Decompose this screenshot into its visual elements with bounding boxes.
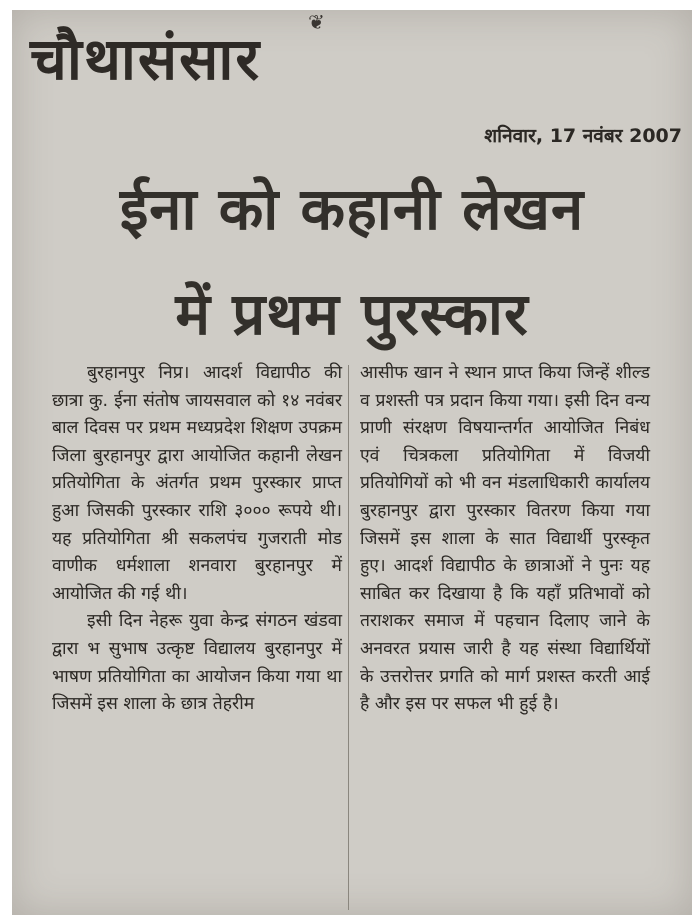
masthead-ornament-icon: ❦ (308, 10, 325, 34)
newspaper-masthead: चौथासंसार (30, 25, 262, 93)
article-paragraph: इसी दिन नेहरू युवा केन्द्र संगठन खंडवा द्वारा भ सुभाष उत्कृष्ट विद्यालय बुरहानपुर में भाषण प्रतियोगिता का आयोजन किया गया था जिसमें इस शाला के छात्र तेहरीम (52, 611, 342, 715)
article-paragraph: बुरहानपुर निप्र। आदर्श विद्यापीठ की छात्रा कु. ईना संतोष जायसवाल को १४ नवंबर बाल दिवस पर प्रथम मध्यप्रदेश शिक्षण उपक्रम जिला बुरहानपुर द्वारा आयोजित कहानी लेखन प्रतियोगिता के अंतर्गत प्रथम पुरस्कार प्राप्त हुआ जिसकी पुरस्कार राशि ३००० रूपये थी। यह प्रतियोगिता श्री सकलपंच गुजराती मोड वाणीक धर्मशाला शनवारा बुरहानपुर में आयोजित की गई थी। (52, 363, 342, 604)
column-divider (348, 365, 349, 910)
article-left-column (52, 360, 342, 719)
publication-date: शनिवार, 17 नवंबर 2007 (484, 125, 682, 147)
article-right-column (360, 360, 650, 719)
headline-line-2: में प्रथम पुरस्कार (175, 280, 529, 348)
headline-line-1: ईना को कहानी लेखन (119, 175, 585, 243)
newspaper-clipping (12, 10, 692, 915)
article-paragraph: आसीफ खान ने स्थान प्राप्त किया जिन्हें शील्ड व प्रशस्ती पत्र प्रदान किया गया। इसी दिन वन्य प्राणी संरक्षण विषयान्तर्गत आयोजित निबंध एवं चित्रकला प्रतियोगिता में विजयी प्रतियोगियों को भी वन मंडलाधिकारी कार्यालय बुरहानपुर द्वारा पुरस्कार वितरण किया गया जिसमें इस शाला के सात विद्यार्थी पुरस्कृत हुए। आदर्श विद्यापीठ के छात्राओं ने पुनः यह साबित कर दिखाया है कि यहाँ प्रतिभावों को तराशकर समाज में पहचान दिलाए जाने के अनवरत प्रयास जारी है यह संस्था विद्यार्थियों के उत्तरोत्तर प्रगति को मार्ग प्रशस्त करती आई है और इस पर सफल भी हुई है। (360, 363, 650, 715)
